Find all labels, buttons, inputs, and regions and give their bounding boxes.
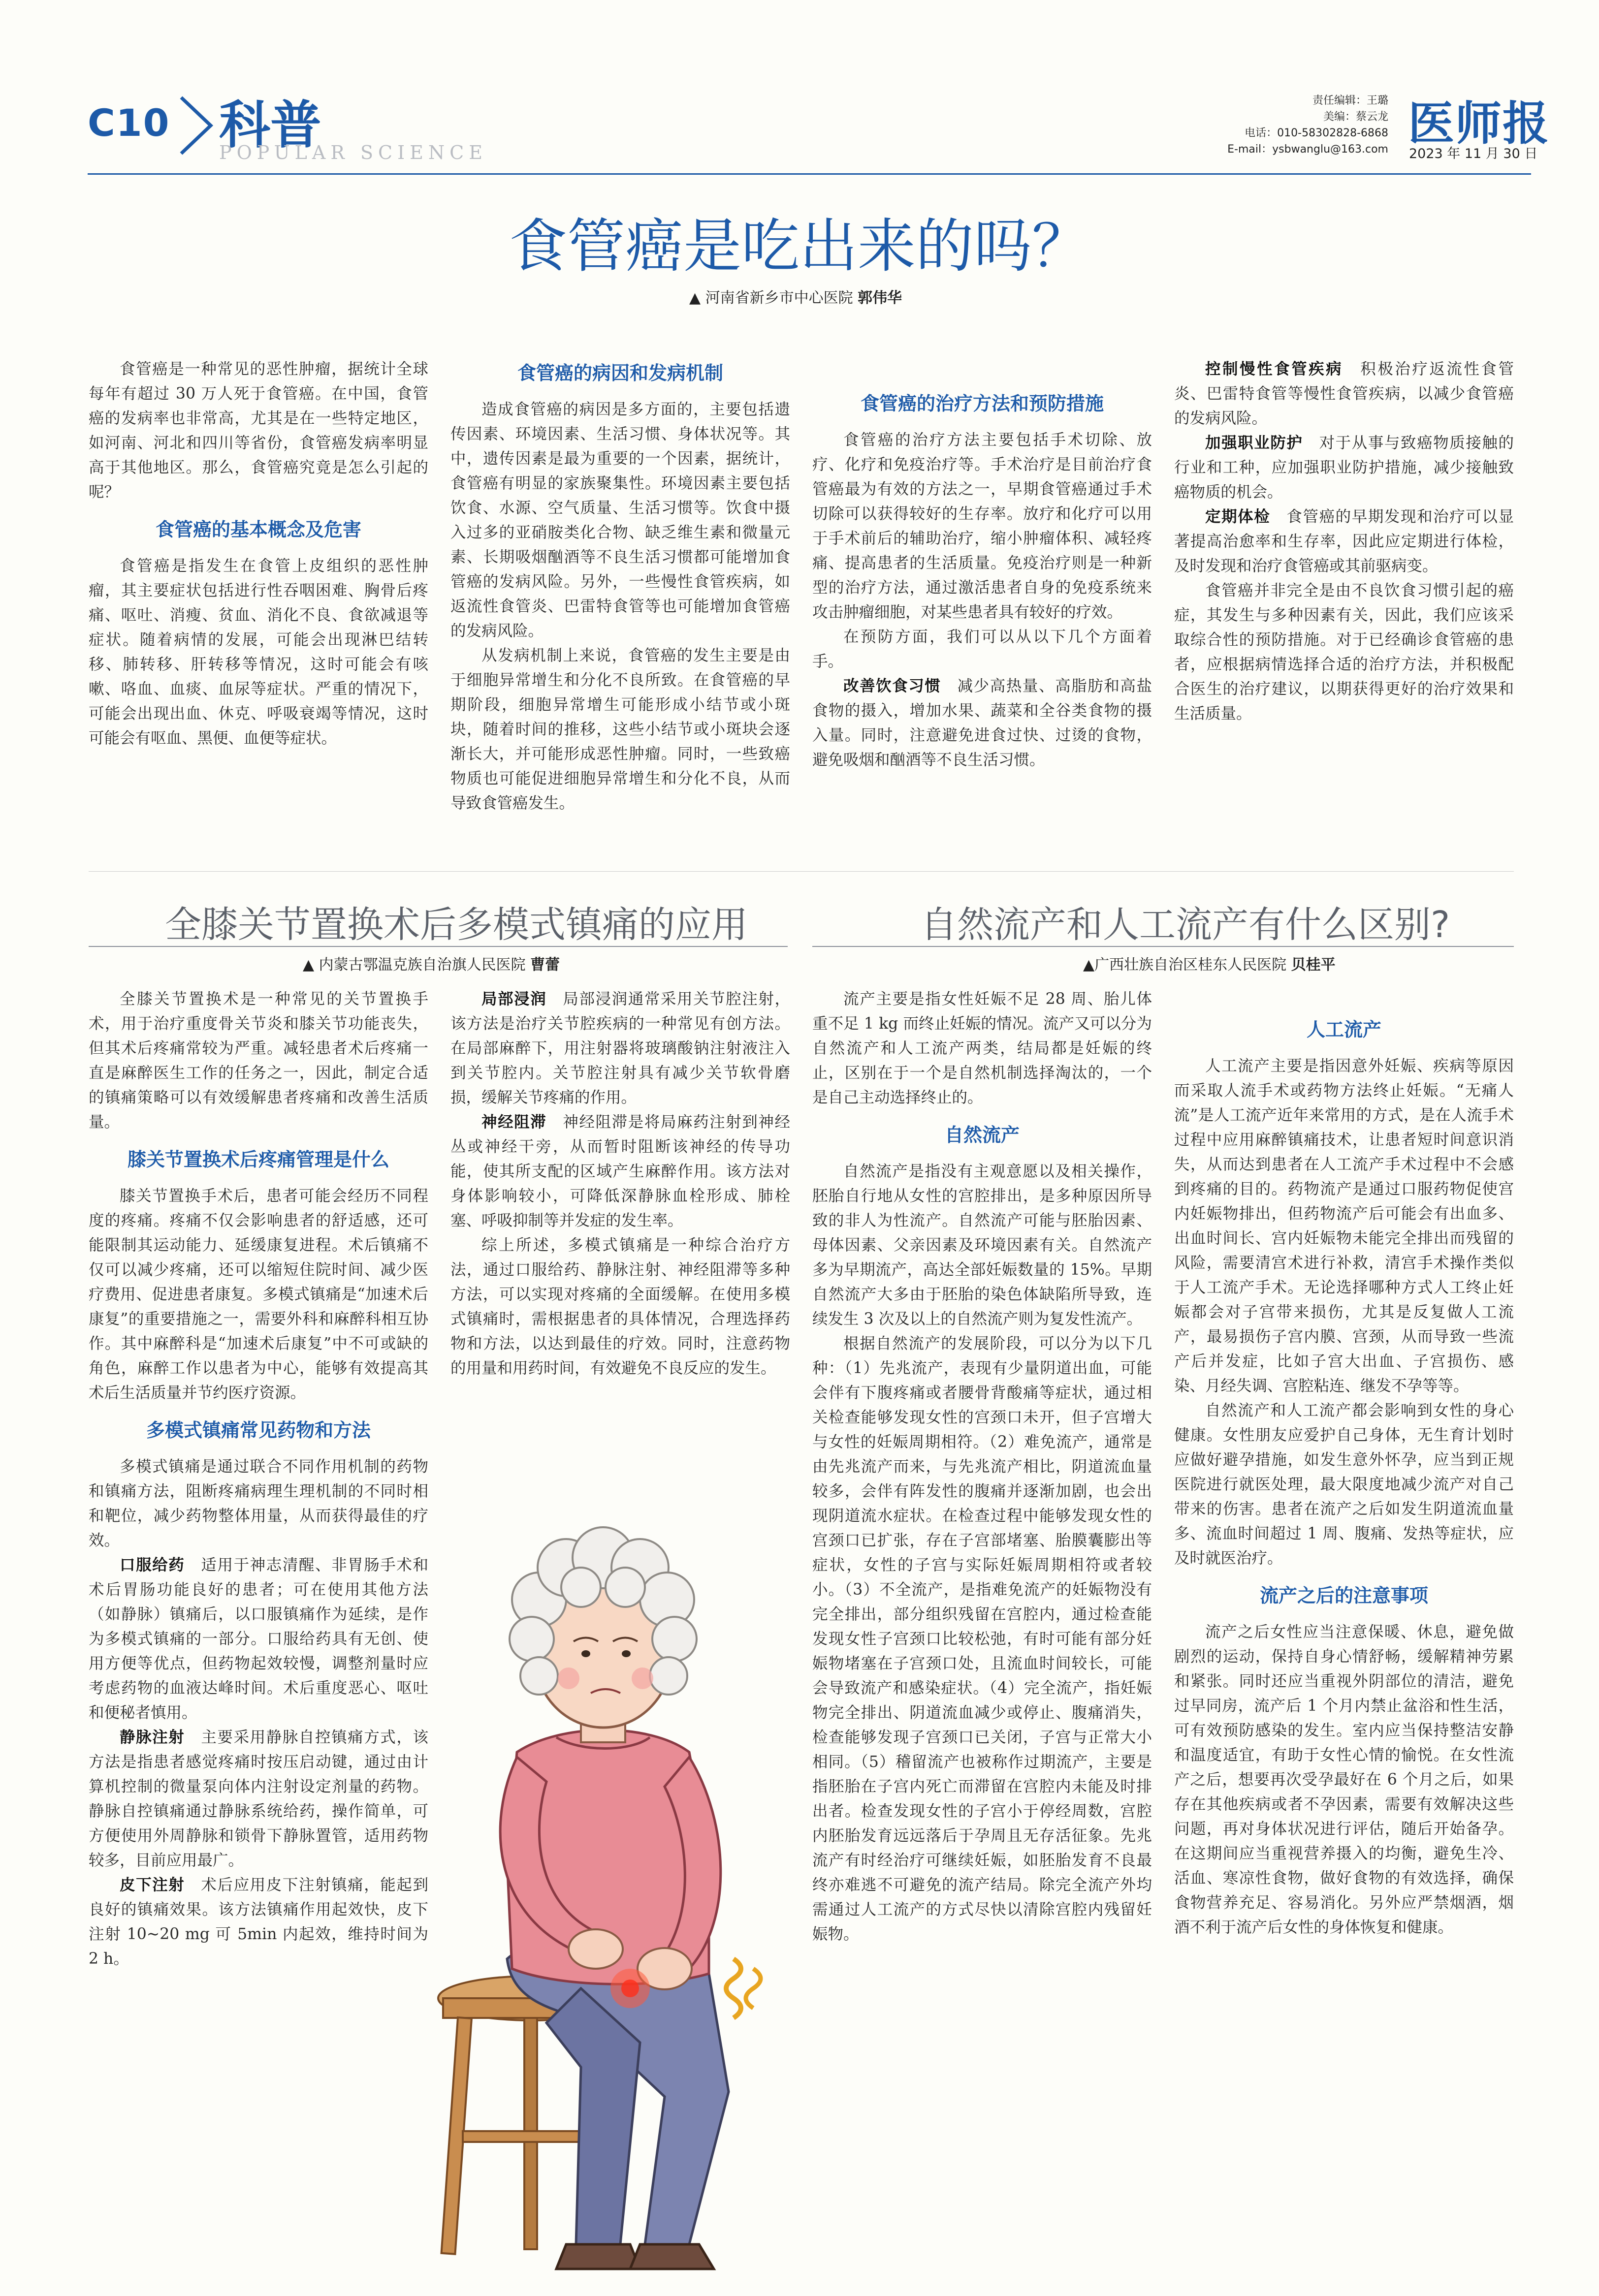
article3-intro: 流产主要是指女性妊娠不足 28 周、胎儿体重不足 1 kg 而终止妊娠的情况。流产又可以分为自然流产和人工流产两类，结局都是妊娠的终止，区别在于一个是自然机制选择淘汰的，一个是自己主动选择终止的。 [812,990,1152,1106]
article3-para: 流产之后女性应当注意保暖、休息，避免做剧烈的运动，保持自身心情舒畅，缓解精神劳累和紧张。同时还应当重视外阴部位的清洁，避免过早同房，流产后 1 个月内禁止盆浴和性生活，可有效预防感染的发生。室内应当保持整洁安静和温度适宜，有助于女性心情的愉悦。在女性流产之后，想要再次受孕最好在 6 个月之后，如果存在其他疾病或者不孕因素，需要有效解决这些问题，再对身体状况进行评估，随后开始备孕。在这期间应当重视营养摄入的均衡，避免生冷、活血、寒凉性食物，做好食物的有效选择，确保食物营养充足、容易消化。另外应严禁烟酒，烟酒不利于流产后女性的身体恢复和健康。 [1174,1623,1514,1936]
keyword-label: 控制慢性食管疾病 [1205,360,1343,378]
keyword-label: 皮下注射 [120,1876,185,1894]
article2-subhead-1: 膝关节置换术后疼痛管理是什么 [127,1149,389,1170]
keyword-label: 口服给药 [120,1556,185,1574]
keyword-text: 主要采用静脉自控镇痛方式，该方法是指患者感觉疼痛时按压启动键，通过由计算机控制的微量泵向体内注射设定剂量的药物。静脉自控镇痛通过静脉系统给药，操作简单，可方便使用外周静脉和锁骨下静脉置管，适用药物较多，目前应用最广。 [89,1729,428,1869]
keyword-text: 积极治疗返流性食管炎、巴雷特食管等慢性食管疾病，以减少食管癌的发病风险。 [1174,360,1514,427]
header-rule [88,173,1531,175]
byline-org: ▲广西壮族自治区桂东人民医院 [1083,956,1287,974]
article1-byline [689,285,902,307]
byline-author: 郭伟华 [858,289,902,307]
designer-credit: 美编：蔡云龙 [1323,111,1388,123]
article2-intro: 全膝关节置换术是一种常见的关节置换手术，用于治疗重度骨关节炎和膝关节功能丧失，但其术后疼痛常较为严重。减轻患者术后疼痛一直是麻醉医生工作的任务之一，因此，制定合适的镇痛策略可以有效缓解患者疼痛和改善生活质量。 [89,990,428,1131]
article3-subhead-1: 自然流产 [944,1124,1020,1146]
article2-keyword-para [89,1725,428,1873]
article1-para: 食管癌是指发生在食管上皮组织的恶性肿瘤，其主要症状包括进行性吞咽困难、胸骨后疼痛、呕吐、消瘦、贫血、消化不良、食欲减退等症状。随着病情的发展，可能会出现淋巴结转移、肺转移、肝转移等情况，这时可能会有咳嗽、咯血、血痰、血尿等症状。严重的情况下，可能会出现出血、休克、呼吸衰竭等情况，这时可能会有呕血、黑便、血便等症状。 [89,557,428,747]
keyword-text: 食管癌的早期发现和治疗可以显著提高治愈率和生存率，因此应定期进行体检，及时发现和治疗食管癌或其前驱病变。 [1174,508,1514,575]
keyword-text: 对于从事与致癌物质接触的行业和工种，应加强职业防护措施，减少接触致癌物质的机会。 [1174,434,1514,501]
article1-para: 造成食管癌的病因是多方面的，主要包括遗传因素、环境因素、生活习惯、身体状况等。其中，遗传因素是最为重要的一个因素，据统计，食管癌有明显的家族聚集性。环境因素主要包括饮食、水源、空气质量、生活习惯等。饮食中摄入过多的亚硝胺类化合物、缺乏维生素和微量元素、长期吸烟酗酒等不良生活习惯都可能增加食管癌的发病风险。另外，一些慢性食管疾病，如返流性食管炎、巴雷特食管等也可能增加食管癌的发病风险。 [450,401,790,640]
chevron-right-icon [176,94,221,157]
article1-keyword-para [812,674,1152,772]
article3-para: 人工流产主要是指因意外妊娠、疾病等原因而采取人流手术或药物方法终止妊娠。“无痛人流”是人工流产近年来常用的方式，是在人流手术过程中应用麻醉镇痛技术，让患者短时间意识消失，从而达到患者在人工流产手术过程中不会感到疼痛的目的。药物流产是通过口服药物促使宫内妊娠物排出，但药物流产后可能会有出血多、出血时间长、宫内妊娠物未能完全排出而残留的风险，需要清宫术进行补救，清宫手术操作类似于人工流产手术。无论选择哪种方式人工终止妊娠都会对子宫带来损伤，尤其是反复做人工流产，最易损伤子宫内膜、宫颈，从而导致一些流产后并发症，比如子宫大出血、子宫损伤、感染、月经失调、宫腔粘连、继发不孕等等。 [1174,1057,1514,1395]
article1-para: 食管癌的治疗方法主要包括手术切除、放疗、化疗和免疫治疗等。手术治疗是目前治疗食管癌最为有效的方法之一，早期食管癌通过手术切除可以获得较好的生存率。放疗和化疗可以用于手术前后的辅助治疗，缩小肿瘤体积、减轻疼痛、提高患者的生活质量。免疫治疗则是一种新型的治疗方法，通过激活患者自身的免疫系统来攻击肿瘤细胞，对某些患者具有较好的疗效。 [812,431,1152,621]
editorial-info [1221,93,1388,157]
article3-para: 自然流产是指没有主观意愿以及相关操作，胚胎自行地从女性的宫腔排出，是多种原因所导致的非人为性流产。自然流产可能与胚胎因素、母体因素、父亲因素及环境因素有关。自然流产多为早期流产，高达全部妊娠数量的 15%。早期自然流产大多由于胚胎的染色体缺陷所导致，连续发生 3 次及以上的自然流产则为复发性流产。 [812,1163,1152,1328]
article2-title: 全膝关节置换术后多模式镇痛的应用 [165,904,748,946]
keyword-text: 术后应用皮下注射镇痛，能起到良好的镇痛效果。该方法镇痛作用起效快，皮下注射 10~20 mg 可 5min 内起效，维持时间为 2 h。 [89,1876,428,1968]
keyword-label: 定期体检 [1205,508,1271,526]
article2-keyword-para [89,1553,428,1725]
keyword-text: 适用于神志清醒、非胃肠手术和术后胃肠功能良好的患者；可在使用其他方法（如静脉）镇痛后，以口服镇痛作为延续，是作为多模式镇痛的一部分。口服给药具有无创、使用方便等优点，但药物起效较慢，调整剂量时应考虑药物的血液达峰时间。术后重度恶心、呕吐和便秘者慎用。 [89,1556,428,1722]
phone-contact: 电话：010-58302828-6868 [1245,127,1388,139]
pain-wave-icon [726,1959,741,2018]
article3-para: 根据自然流产的发展阶段，可以分为以下几种：（1）先兆流产，表现有少量阴道出血，可能会伴有下腹疼痛或者腰骨背酸痛等症状，通过相关检查能够发现女性的宫颈口未开，但子宫增大与女性的妊娠周期相符。（2）难免流产，通常是由先兆流产而来，与先兆流产相比，阴道流血量较多，会伴有阵发性的腹痛并逐渐加剧，也会出现阴道流水症状。在检查过程中能够发现女性的宫颈口已扩张，存在子宫部堵塞、胎膜囊膨出等症状，女性的子宫与实际妊娠周期相符或者较小。（3）不全流产，是指难免流产的妊娠物没有完全排出，部分组织残留在宫腔内，通过检查能发现女性子宫颈口比较松弛，有时可能有部分妊娠物堵塞在子宫颈口处，且流血时间较长，可能会导致流产和感染症状。（4）完全流产，指妊娠物完全排出、阴道流血减少或停止、腹痛消失，检查能够发现子宫颈口已关闭，子宫与正常大小相同。（5）稽留流产也被称作过期流产，主要是指胚胎在子宫内死亡而滞留在宫腔内未能及时排出者。检查发现女性的子宫小于停经周数，宫腔内胚胎发育远远落后于孕周且无存活征象。先兆流产有时经治疗可继续妊娠，如胚胎发育不良最终亦难逃不可避免的流产结局。除完全流产外均需通过人工流产的方式尽快以清除宫腔内残留妊娠物。 [812,1335,1152,1943]
article2-para: 膝关节置换手术后，患者可能会经历不同程度的疼痛。疼痛不仅会影响患者的舒适感，还可能限制其运动能力、延缓康复进程。术后镇痛不仅可以减少疼痛，还可以缩短住院时间、减少医疗费用、促进患者康复。多模式镇痛是“加速术后康复”的重要措施之一，需要外科和麻醉科相互协作。其中麻醉科是“加速术后康复”中不可或缺的角色，麻醉工作以患者为中心，能够有效提高其术后生活质量并节约医疗资源。 [89,1187,428,1402]
article2-col1 [89,987,428,1971]
newspaper-logo: 医师报 [1408,96,1550,151]
section-title: 科普 [219,95,322,155]
article3-byline [1083,952,1336,974]
email-contact: E-mail：ysbwanglu@163.com [1227,143,1388,156]
section-subtitle: POPULAR SCIENCE [219,142,487,163]
article1-para: 从发病机制上来说，食管癌的发生主要是由于细胞异常增生和分化不良所致。在食管癌的早期阶段，细胞异常增生可能形成小结节或小斑块，随着时间的推移，这些小结节或小斑块会逐渐长大，并可能形成恶性肿瘤。同时，一些致癌物质也可能促进细胞异常增生和分化不良，从而导致食管癌发生。 [450,647,790,812]
issue-date: 2023 年 11 月 30 日 [1409,146,1538,161]
article1-col3 [812,357,1152,772]
title-underline [812,946,1514,947]
article1-keyword-para [1174,504,1514,578]
section-divider [89,871,1514,872]
article1-subhead-1: 食管癌的基本概念及危害 [155,519,361,540]
article2-conclusion: 综上所述，多模式镇痛是一种综合治疗方法，通过口服给药、静脉注射、神经阻滞等多种方法，可以实现对疼痛的全面缓解。在使用多模式镇痛时，需根据患者的具体情况，合理选择药物和方法，以达到最佳的疗效。同时，注意药物的用量和用药时间，有效避免不良反应的发生。 [450,1236,790,1377]
article3-title: 自然流产和人工流产有什么区别? [921,904,1450,946]
article3-para: 自然流产和人工流产都会影响到女性的身心健康。女性朋友应爱护自己身体，无生育计划时应做好避孕措施，如发生意外怀孕，应当到正规医院进行就医处理，最大限度地减少流产对自己带来的伤害。患者在流产之后如发生阴道流血量多、流血时间超过 1 周、腹痛、发热等症状，应及时就医治疗。 [1174,1402,1514,1567]
article3-subhead-2: 人工流产 [1306,1019,1381,1040]
article1-intro: 食管癌是一种常见的恶性肿瘤，据统计全球每年有超过 30 万人死于食管癌。在中国，食管癌的发病率也非常高，尤其是在一些特定地区，如河南、河北和四川等省份，食管癌发病率明显高于其他地区。那么，食管癌究竟是怎么引起的呢？ [89,360,428,501]
article2-keyword-para [89,1873,428,1971]
article1-title: 食管癌是吃出来的吗？ [509,212,1090,280]
keyword-label: 静脉注射 [120,1729,185,1746]
byline-author: 曹蕾 [530,956,560,974]
article1-col2 [450,357,790,816]
article1-col1 [89,357,428,751]
keyword-label: 改善饮食习惯 [843,677,941,695]
article2-byline [303,952,560,974]
article3-subhead-3: 流产之后的注意事项 [1259,1585,1428,1606]
article2-keyword-para [450,1110,790,1233]
article1-para: 在预防方面，我们可以从以下几个方面着手。 [812,628,1152,670]
title-underline [89,946,788,947]
byline-author: 贝桂平 [1291,956,1336,974]
keyword-label: 加强职业防护 [1205,434,1303,452]
article1-subhead-2: 食管癌的病因和发病机制 [517,362,723,384]
knee-pain-illustration [433,1477,807,2289]
article1-keyword-para [1174,357,1514,431]
keyword-text: 局部浸润通常采用关节腔注射，该方法是治疗关节腔疾病的一种常见有创方法。在局部麻醉下，用注射器将玻璃酸钠注射液注入到关节腔内。关节腔注射具有减少关节软骨磨损，缓解关节疼痛的作用。 [450,990,790,1106]
article3-col1 [812,987,1152,1947]
article2-col2 [450,987,790,1381]
article1-col4 [1174,357,1514,726]
article2-para: 多模式镇痛是通过联合不同作用机制的药物和镇痛方法，阻断疼痛病理生理机制的不同时相和靶位，减少药物整体用量，从而获得最佳的疗效。 [89,1458,428,1549]
keyword-label: 局部浸润 [481,990,547,1008]
article2-subhead-2: 多模式镇痛常见药物和方法 [146,1419,371,1441]
article1-subhead-3: 食管癌的治疗方法和预防措施 [860,393,1104,414]
keyword-label: 神经阻滞 [481,1113,547,1131]
page-number: C10 [88,101,170,145]
article3-col2 [1174,987,1514,1940]
article2-keyword-para [450,987,790,1110]
article1-conclusion: 食管癌并非完全是由不良饮食习惯引起的癌症，其发生与多种因素有关，因此，我们应该采取综合性的预防措施。对于已经确诊食管癌的患者，应根据病情选择合适的治疗方法，并积极配合医生的治疗建议，以期获得更好的治疗效果和生活质量。 [1174,582,1514,723]
keyword-text: 神经阻滞是将局麻药注射到神经丛或神经干旁，从而暂时阻断该神经的传导功能，使其所支配的区域产生麻醉作用。该方法对身体影响较小，可降低深静脉血栓形成、肺栓塞、呼吸抑制等并发症的发生率。 [450,1113,790,1229]
byline-org: ▲ 河南省新乡市中心医院 [689,289,853,307]
editor-credit: 责任编辑：王璐 [1312,94,1388,107]
keyword-text: 减少高热量、高脂肪和高盐食物的摄入，增加水果、蔬菜和全谷类食物的摄入量。同时，注意避免进食过快、过烫的食物，避免吸烟和酗酒等不良生活习惯。 [812,677,1152,769]
article1-keyword-para [1174,431,1514,504]
byline-org: ▲ 内蒙古鄂温克族自治旗人民医院 [303,956,526,974]
